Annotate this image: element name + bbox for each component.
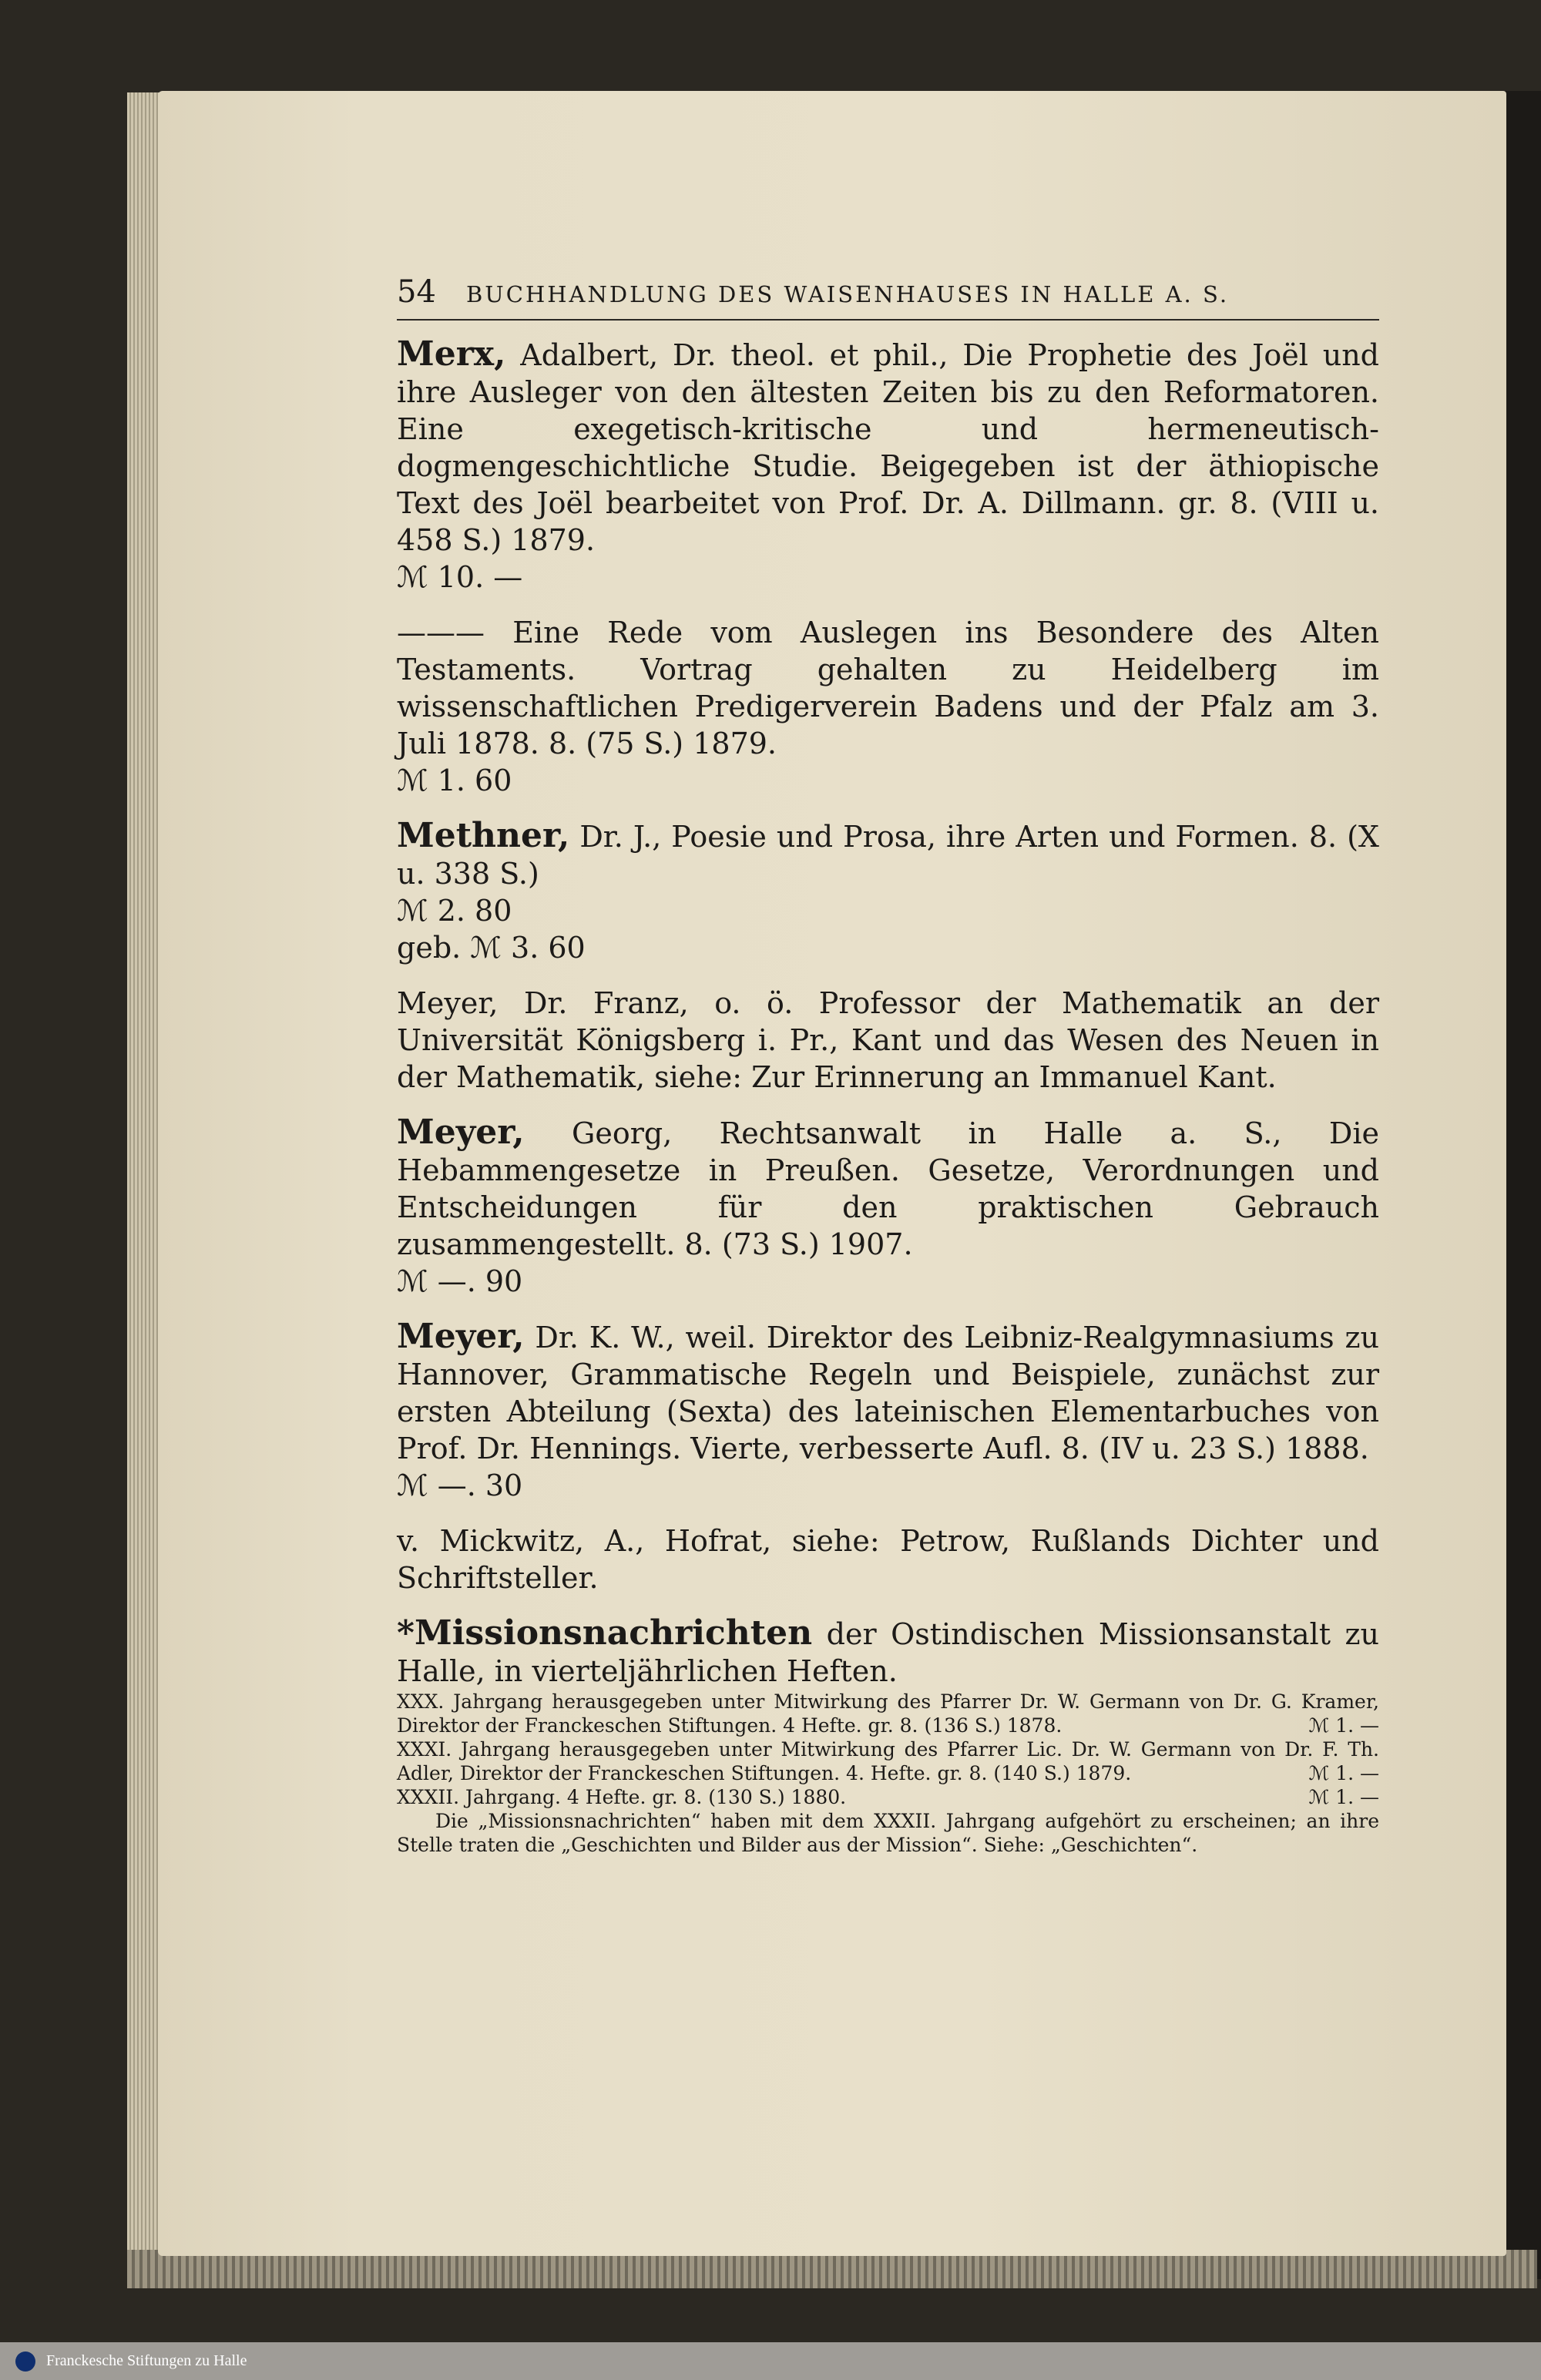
entry-text: Dr. K. W., weil. Direktor des Leibniz-Realgymnasiums zu Hannover, Grammatische Regeln und Beispiele, zunächst zur ersten Abteilung (Sexta) des lateinischen Elementarbuches von Prof. Dr. Hennings. Vierte, verbesserte Aufl. 8. (IV u. 23 S.) 1888. [397,1321,1379,1465]
entry-author: ——— [397,616,485,650]
sub-entry: XXXII. Jahrgang. 4 Hefte. gr. 8. (130 S.) 1880. ℳ 1. — [397,1786,1379,1808]
institution-logo-icon [15,2351,35,2372]
entry-price: ℳ —. 30 [397,1469,523,1502]
entry-merx-rede [397,614,1379,799]
sub-entry-price: ℳ 1. — [1308,1714,1379,1737]
entry-author: v. Mickwitz, [397,1524,585,1558]
entry-meyer-kw [397,1318,1379,1504]
entry-meyer-georg [397,1114,1379,1300]
entry-methner [397,817,1379,966]
entry-author: Meyer, [397,986,499,1020]
entry-missionsnachrichten [397,1615,1379,1857]
entry-text: Dr. Franz, o. ö. Professor der Mathematik an der Universität Königsberg i. Pr., Kant und das Wesen des Neuen in der Mathematik, siehe: Zur Erinnerung an Immanuel Kant. [397,986,1379,1094]
entry-text: Eine Rede vom Auslegen ins Besondere des Alten Testaments. Vortrag gehalten zu Heidelberg im wissenschaftlichen Predigerverein Badens und der Pfalz am 3. Juli 1878. 8. (75 S.) 1879. [397,616,1379,760]
entry-author: *Missionsnachrichten [397,1613,813,1653]
entry-author: Merx, [397,334,506,374]
entry-price: ℳ 2. 80 [397,894,512,928]
entry-text: A., Hofrat, siehe: Petrow, Rußlands Dichter und Schriftsteller. [397,1524,1379,1595]
sub-entry-price: ℳ 1. — [1308,1786,1379,1808]
entry-author: Methner, [397,816,570,855]
entry-meyer-franz [397,985,1379,1096]
sub-entry-note: Die „Missionsnachrichten“ haben mit dem XXXII. Jahrgang aufgehört zu erscheinen; an ihre Stelle traten die „Geschichten und Bilder aus der Mission“. Siehe: „Geschichten“. [397,1810,1379,1856]
entry-text: der Ostindischen Missionsanstalt zu Halle, in vierteljährlichen Heften. [397,1617,1379,1688]
entry-price: ℳ 10. — [397,560,523,594]
entry-text: Adalbert, Dr. theol. et phil., Die Prophetie des Joël und ihre Ausleger von den ältesten Zeiten bis zu den Reformatoren. Eine exegetisch-kritische und hermeneutisch-dogmengeschichtliche Studie. Beigegeben ist der äthiopische Text des Joël bearbeitet von Prof. Dr. A. Dillmann. gr. 8. (VIII u. 458 S.) 1879. [397,338,1379,557]
entry-author: Meyer, [397,1317,525,1356]
entry-author: Meyer, [397,1113,525,1152]
page-content [397,274,1379,1875]
entry-price: ℳ —. 90 [397,1264,523,1298]
sub-entry-price: ℳ 1. — [1308,1762,1379,1784]
sub-entry: XXX. Jahrgang herausgegeben unter Mitwirkung des Pfarrer Dr. W. Germann von Dr. G. Kramer, Direktor der Franckeschen Stiftungen. 4 Hefte. gr. 8. (136 S.) 1878. ℳ 1. — [397,1690,1379,1737]
running-header [397,274,1379,321]
footer-bar [0,2342,1541,2380]
sub-entry: XXXI. Jahrgang herausgegeben unter Mitwirkung des Pfarrer Lic. Dr. W. Germann von Dr. F. Th. Adler, Direktor der Franckeschen Stiftungen. 4. Hefte. gr. 8. (140 S.) 1879. ℳ 1. — [397,1738,1379,1784]
entry-mickwitz [397,1522,1379,1596]
footer-institution: Franckesche Stiftungen zu Halle [46,2352,247,2369]
page-number: 54 [397,274,436,310]
book-cover-edge [1502,91,1541,2279]
entry-text: Dr. J., Poesie und Prosa, ihre Arten und Formen. 8. (X u. 338 S.) [397,820,1379,891]
entry-price: ℳ 1. 60 [397,764,512,797]
entry-price-bound: geb. ℳ 3. 60 [397,931,586,965]
entry-text: Georg, Rechtsanwalt in Halle a. S., Die Hebammengesetze in Preußen. Gesetze, Verordnungen und Entscheidungen für den praktischen Gebrauch zusammengestellt. 8. (73 S.) 1907. [397,1116,1379,1261]
running-title: BUCHHANDLUNG DES WAISENHAUSES IN HALLE A. S. [466,281,1230,307]
entry-merx [397,336,1379,596]
